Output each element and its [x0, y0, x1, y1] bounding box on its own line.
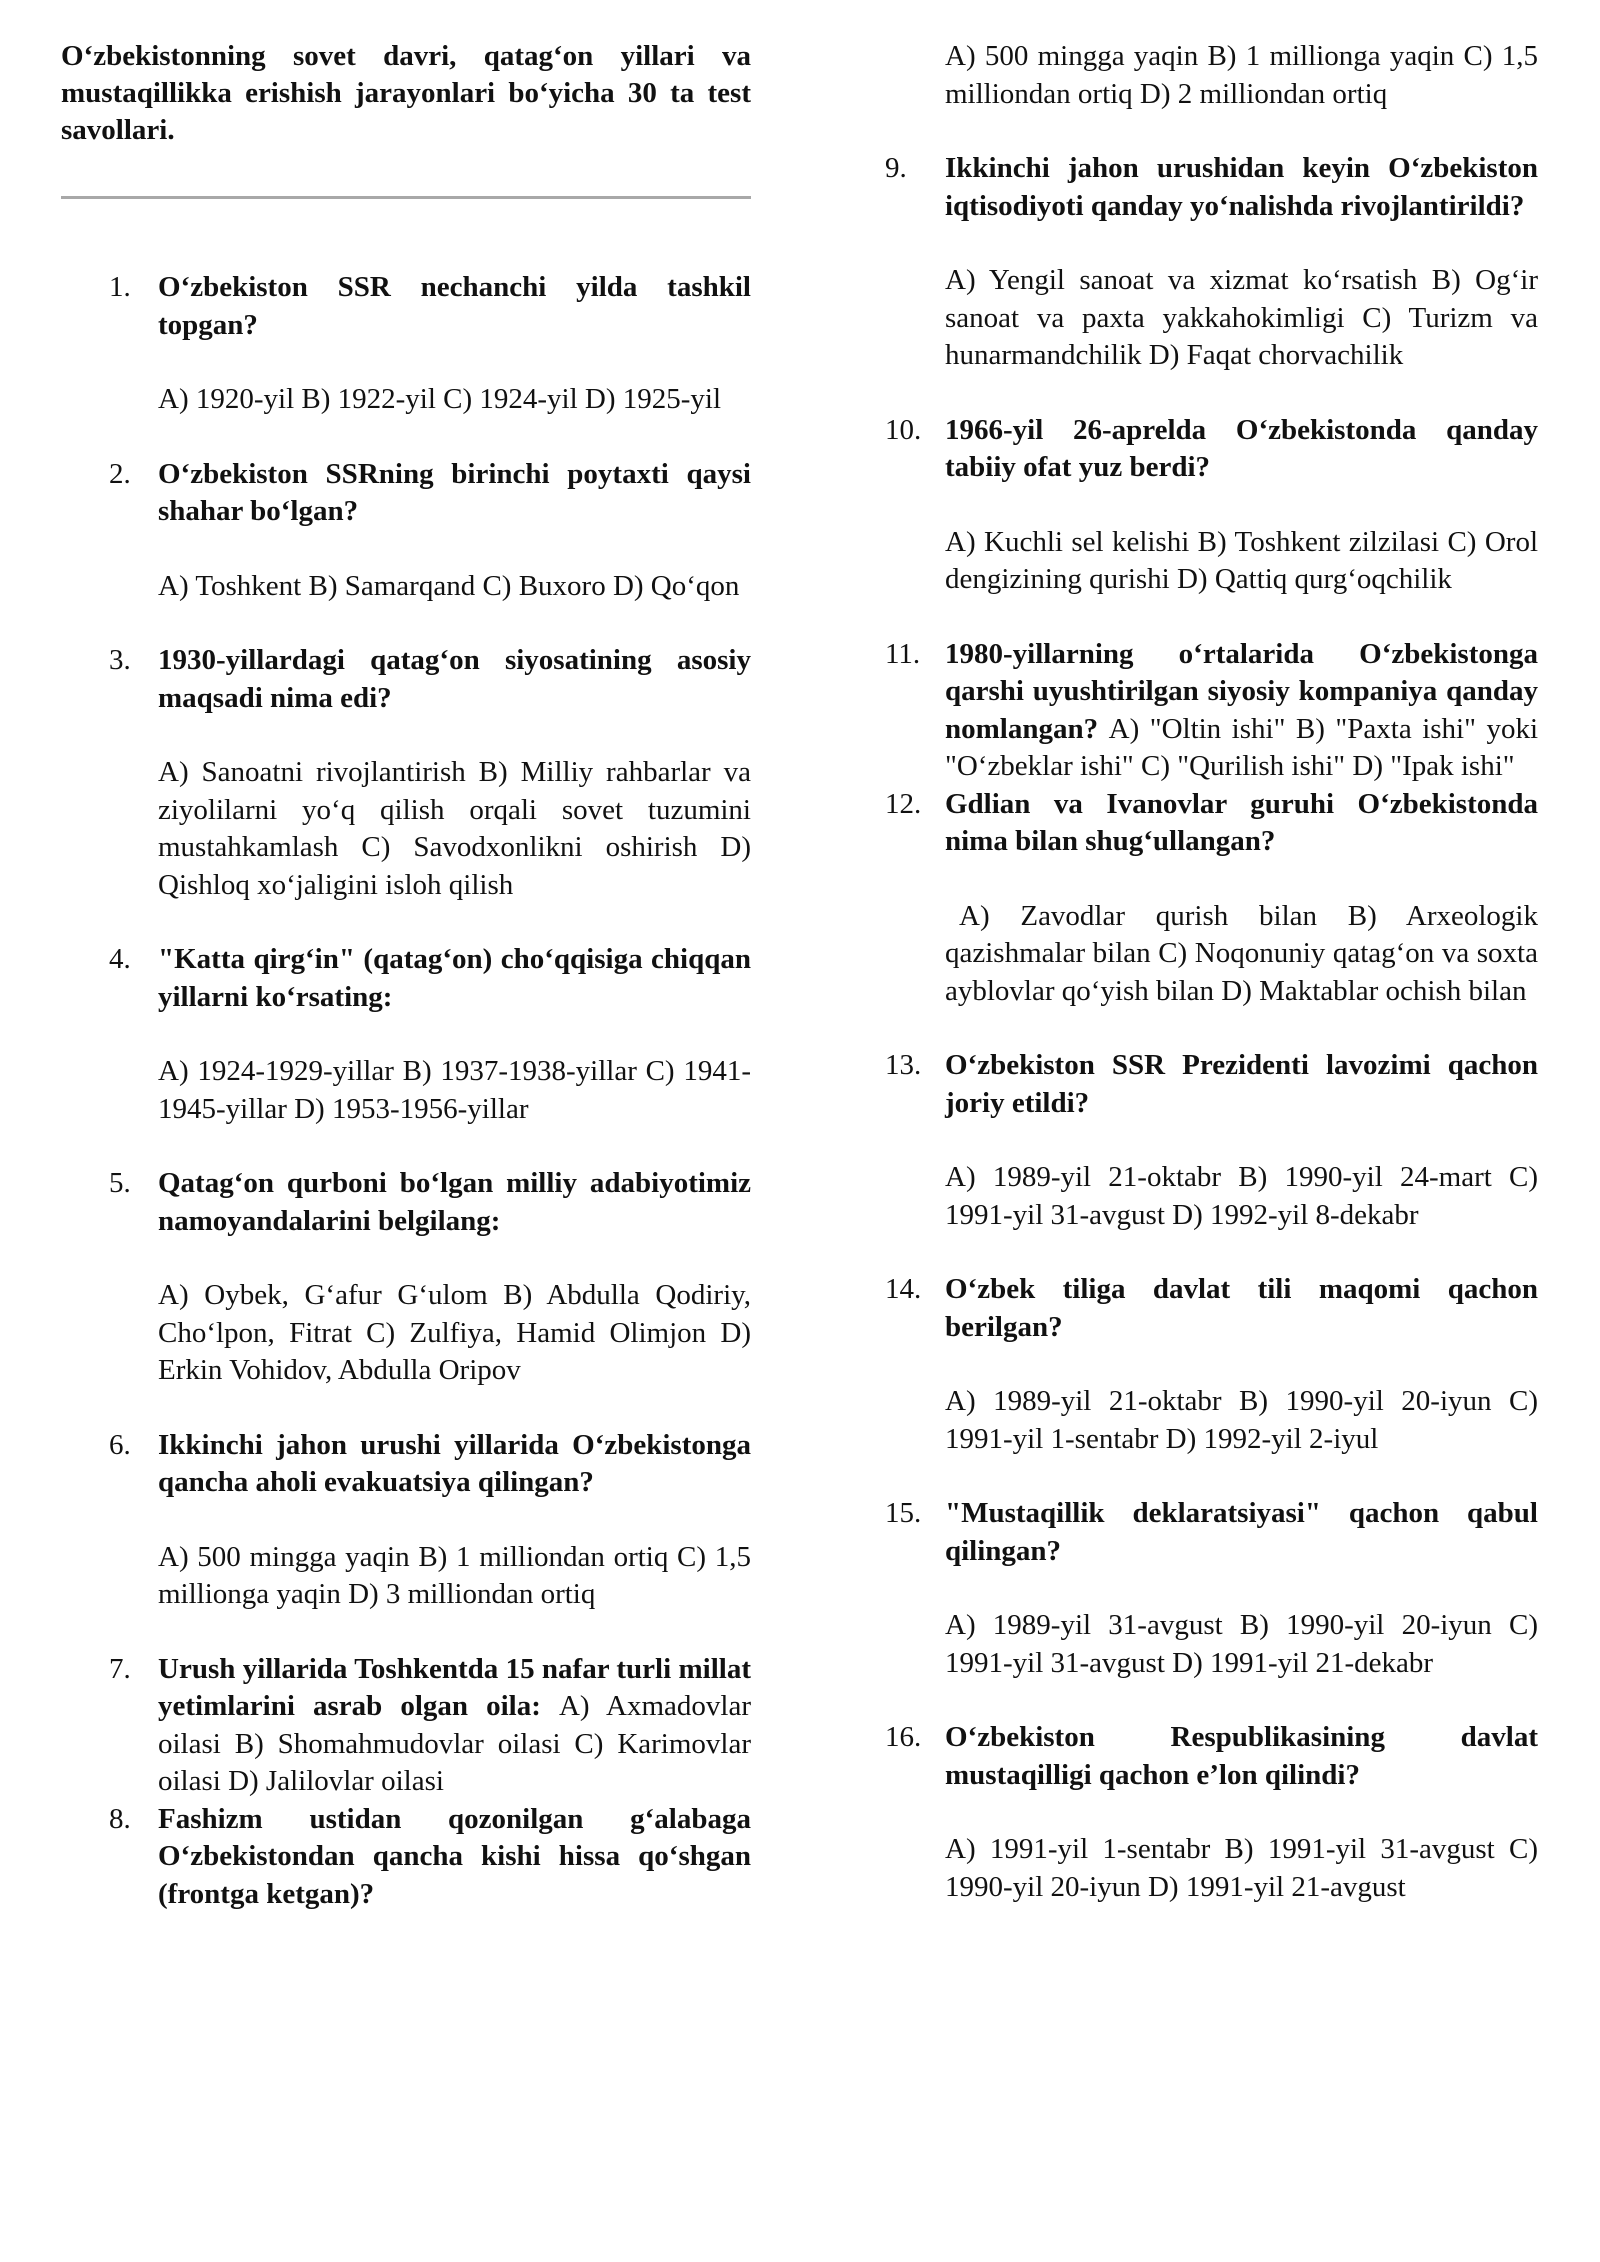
question-answers: A) 1989-yil 21-oktabr B) 1990-yil 24-mart C) 1991-yil 31-avgust D) 1992-yil 8-dekabr [945, 1161, 1538, 1231]
question-answers: A) Toshkent B) Samarqand C) Buxoro D) Qo‘qon [158, 569, 740, 602]
title-divider [61, 196, 751, 199]
question-answers: A) 1991-yil 1-sentabr B) 1991-yil 31-avgust C) 1990-yil 20-iyun D) 1991-yil 21-avgust [945, 1833, 1538, 1903]
question-answers: A) 1924-1929-yillar B) 1937-1938-yillar C) 1941-1945-yillar D) 1953-1956-yillar [158, 1055, 751, 1125]
question-number: 10. [885, 413, 922, 446]
question-text: Qatag‘on qurboni bo‘lgan milliy adabiyotimiz namoyandalarini belgilang: [158, 1167, 751, 1237]
question-text: "Katta qirg‘in" (qatag‘on) cho‘qqisiga chiqqan yillarni ko‘rsating: [158, 943, 751, 1013]
question-number: 14. [885, 1273, 922, 1305]
question-4 [61, 941, 751, 1128]
question-answers: A) Yengil sanoat va xizmat ko‘rsatish B) Og‘ir sanoat va paxta yakkahokimligi C) Turizm va hunarmandchilik D) Faqat chorvachilik [945, 264, 1538, 371]
question-number: 8. [109, 1802, 131, 1835]
question-text: Ikkinchi jahon urushidan keyin O‘zbekiston iqtisodiyoti qanday yo‘nalishda rivojlantirildi? [945, 152, 1538, 222]
question-answers: A) Kuchli sel kelishi B) Toshkent zilzilasi C) Orol dengizining qurishi D) Qattiq qurg‘oqchilik [945, 525, 1538, 595]
question-answers: A) Sanoatni rivojlantirish B) Milliy rahbarlar va ziyolilarni yo‘q qilish orqali sovet tuzumini mustahkamlash C) Savodxonlikni oshirish D) Qishloq xo‘jaligini isloh qilish [158, 756, 751, 901]
question-number: 11. [885, 637, 921, 670]
question-2 [61, 456, 751, 606]
question-answers: A) "Oltin ishi" B) "Paxta ishi" yoki "O‘zbeklar ishi" C) "Qurilish ishi" D) "Ipak ishi" [945, 712, 1539, 782]
question-16 [885, 1719, 1538, 1906]
question-text: 1930-yillardagi qatag‘on siyosatining asosiy maqsadi nima edi? [158, 644, 751, 714]
question-6 [61, 1427, 751, 1614]
question-number: 15. [885, 1497, 922, 1529]
question-number: 2. [109, 457, 131, 490]
question-text: "Mustaqillik deklaratsiyasi" qachon qabul qilingan? [945, 1497, 1538, 1567]
question-answers: A) 1989-yil 21-oktabr B) 1990-yil 20-iyun C) 1991-yil 1-sentabr D) 1992-yil 2-iyul [945, 1385, 1538, 1455]
question-answers: A) 500 mingga yaqin B) 1 milliondan ortiq C) 1,5 millionga yaqin D) 3 milliondan ortiq [158, 1540, 751, 1610]
question-answers: A) Axmadovlar oilasi B) Shomahmudovlar oilasi C) Karimovlar oilasi D) Jalilovlar oilasi [158, 1690, 751, 1797]
question-10 [885, 412, 1538, 599]
question-text: O‘zbekiston SSR Prezidenti lavozimi qachon joriy etildi? [945, 1049, 1538, 1119]
question-number: 7. [109, 1652, 131, 1685]
question-7 [61, 1651, 751, 1801]
question-text: Ikkinchi jahon urushi yillarida O‘zbekistonga qancha aholi evakuatsiya qilingan? [158, 1428, 751, 1498]
question-9 [885, 150, 1538, 375]
question-8 [61, 1801, 751, 1914]
question-number: 4. [109, 943, 131, 975]
right-column [885, 38, 1538, 1906]
question-text: O‘zbekiston SSR nechanchi yilda tashkil topgan? [158, 271, 751, 341]
question-8-answers: A) 500 mingga yaqin B) 1 millionga yaqin C) 1,5 milliondan ortiq D) 2 milliondan ortiq [945, 40, 1538, 110]
question-15 [885, 1495, 1538, 1682]
question-5 [61, 1165, 751, 1390]
question-answers: A) 1989-yil 31-avgust B) 1990-yil 20-iyun C) 1991-yil 31-avgust D) 1991-yil 21-dekabr [945, 1609, 1538, 1679]
question-14 [885, 1271, 1538, 1458]
question-text: Urush yillarida Toshkentda 15 nafar turli millat yetimlarini asrab olgan oila: [158, 1652, 751, 1722]
question-text: Fashizm ustidan qozonilgan g‘alabaga O‘zbekistondan qancha kishi hissa qo‘shgan (frontga ketgan)? [158, 1802, 751, 1910]
left-column [61, 38, 751, 1913]
question-text: O‘zbekiston SSRning birinchi poytaxti qaysi shahar bo‘lgan? [158, 457, 751, 527]
question-text: 1980-yillarning o‘rtalarida O‘zbekistonga qarshi uyushtirilgan siyosiy kompaniya qanday nomlangan? [945, 637, 1538, 745]
question-answers: A) Zavodlar qurish bilan B) Arxeologik qazishmalar bilan C) Noqonuniy qatag‘on va soxta ayblovlar qo‘yish bilan D) Maktablar ochish bilan [945, 899, 1538, 1007]
question-13 [885, 1047, 1538, 1234]
question-answers: A) Oybek, G‘afur G‘ulom B) Abdulla Qodiriy, Cho‘lpon, Fitrat C) Zulfiya, Hamid Olimjon D) Erkin Vohidov, Abdulla Oripov [158, 1279, 751, 1386]
question-number: 1. [109, 271, 131, 303]
question-12 [885, 786, 1538, 1011]
question-number: 6. [109, 1428, 131, 1461]
question-text: 1966-yil 26-aprelda O‘zbekistonda qanday tabiiy ofat yuz berdi? [945, 413, 1538, 483]
question-number: 5. [109, 1167, 131, 1199]
question-number: 3. [109, 644, 131, 676]
question-text: O‘zbekiston Respublikasining davlat mustaqilligi qachon e’lon qilindi? [945, 1721, 1538, 1791]
question-number: 12. [885, 787, 922, 820]
question-number: 13. [885, 1049, 922, 1081]
question-answers: A) 1920-yil B) 1922-yil C) 1924-yil D) 1925-yil [158, 383, 722, 415]
question-text: O‘zbek tiliga davlat tili maqomi qachon berilgan? [945, 1273, 1538, 1343]
question-number: 9. [885, 152, 907, 184]
question-text: Gdlian va Ivanovlar guruhi O‘zbekistonda nima bilan shug‘ullangan? [945, 787, 1538, 857]
question-1 [61, 269, 751, 419]
question-3 [61, 642, 751, 904]
question-11 [885, 636, 1538, 786]
document-title: O‘zbekistonning sovet davri, qatag‘on yillari va mustaqillikka erishish jarayonlari bo‘yicha 30 ta test savollari. [61, 40, 751, 146]
question-number: 16. [885, 1721, 922, 1753]
